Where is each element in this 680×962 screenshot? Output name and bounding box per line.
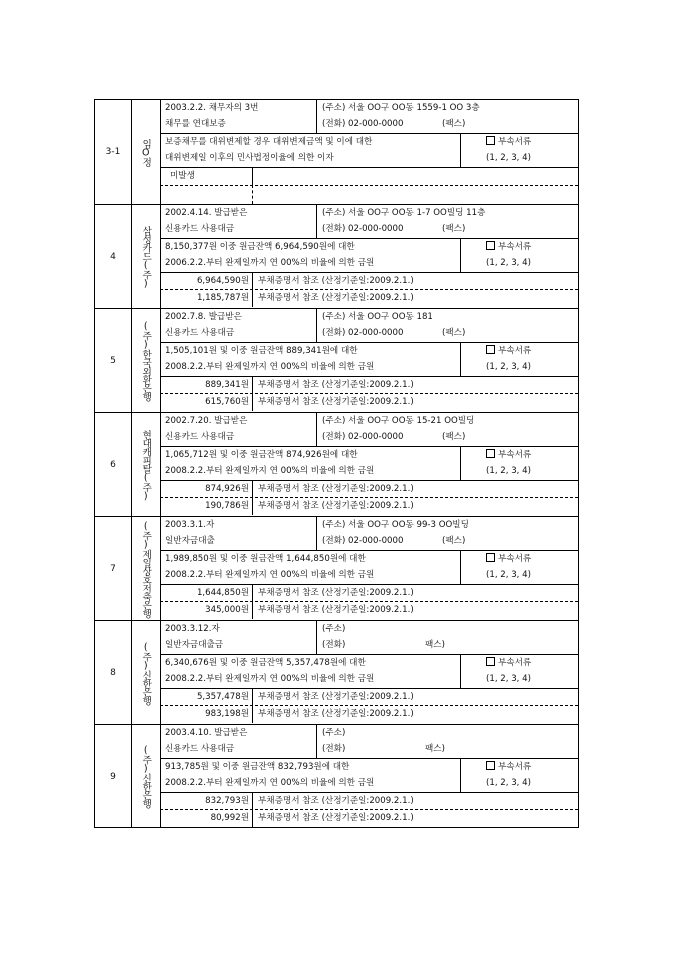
- checkbox-icon[interactable]: [486, 553, 495, 562]
- address-divider: [316, 100, 317, 133]
- phone-text: (전화) 02-000-0000: [322, 536, 404, 546]
- phone-text: (전화) 02-000-0000: [322, 224, 404, 234]
- interest-note: 부채증명서 참조 (산정기준일:2009.2.1.): [258, 397, 414, 407]
- address-text: (주소) 서울 OO구 OO동 1559-1 OO 3층: [322, 103, 480, 113]
- docs-divider: [460, 759, 461, 792]
- checkbox-icon[interactable]: [486, 761, 495, 770]
- fax-text: 팩스): [425, 640, 445, 650]
- fax-text: (팩스): [442, 224, 466, 234]
- address-divider: [316, 517, 317, 550]
- fax-text: (팩스): [442, 536, 466, 546]
- claim-row: [160, 655, 578, 689]
- claim-row: [160, 759, 578, 793]
- interest-amount: 190,786원: [205, 501, 249, 511]
- attached-docs-list: (1, 2, 3, 4): [486, 570, 531, 580]
- cause-address-row: [160, 205, 578, 239]
- attached-docs-list: (1, 2, 3, 4): [486, 466, 531, 476]
- creditor-entry: [95, 516, 578, 621]
- entry-number: 7: [95, 517, 132, 621]
- amount-divider: [252, 602, 253, 619]
- principal-amount: 832,793원: [205, 796, 249, 806]
- docs-divider: [460, 239, 461, 272]
- interest-note: 부채증명서 참조 (산정기준일:2009.2.1.): [258, 813, 414, 823]
- claim-line-1: 1,065,712원 및 이중 원금잔액 874,926원에 대한: [165, 450, 358, 460]
- principal-row: [160, 689, 578, 706]
- creditor-list-table: [94, 99, 579, 828]
- claim-row: [160, 134, 578, 168]
- claim-line-1: 보증채무를 대위변제할 경우 대위변제금액 및 이에 대한: [165, 137, 373, 147]
- claim-line-2: 2008.2.2.부터 완제일까지 연 00%의 비율에 의한 금원: [165, 466, 375, 476]
- interest-amount: 345,000원: [205, 605, 249, 615]
- interest-note: 부채증명서 참조 (산정기준일:2009.2.1.): [258, 501, 414, 511]
- cause-line-2: 채무를 연대보증: [165, 119, 226, 129]
- claim-line-2: 2008.2.2.부터 완제일까지 연 00%의 비율에 의한 금원: [165, 674, 375, 684]
- fax-text: (팩스): [442, 328, 466, 338]
- cause-address-row: [160, 309, 578, 343]
- address-text: (주소) 서울 OO구 OO동 1-7 OO빌딩 11층: [322, 208, 486, 218]
- principal-note: 부채증명서 참조 (산정기준일:2009.2.1.): [258, 692, 414, 702]
- attached-docs-label: 부속서류: [486, 447, 531, 464]
- claim-row: [160, 447, 578, 481]
- memo-text: 미발생: [170, 171, 195, 181]
- cause-address-row: [160, 725, 578, 759]
- checkbox-icon[interactable]: [486, 241, 495, 250]
- principal-row: [160, 585, 578, 602]
- claim-line-2: 2008.2.2.부터 완제일까지 연 00%의 비율에 의한 금원: [165, 362, 375, 372]
- checkbox-icon[interactable]: [486, 136, 495, 145]
- cause-address-row: [160, 517, 578, 551]
- amount-divider: [252, 498, 253, 515]
- creditor-name: (주)제일상호저축은행: [131, 517, 161, 621]
- creditor-entry: [95, 100, 578, 204]
- phone-text: (전화): [322, 744, 346, 754]
- amount-divider: [252, 290, 253, 307]
- phone-text: (전화) 02-000-0000: [322, 119, 404, 129]
- amount-divider: [252, 810, 253, 827]
- interest-note: 부채증명서 참조 (산정기준일:2009.2.1.): [258, 293, 414, 303]
- principal-note: 부채증명서 참조 (산정기준일:2009.2.1.): [258, 796, 414, 806]
- creditor-name: (주)신한은행: [131, 725, 161, 828]
- principal-note: 부채증명서 참조 (산정기준일:2009.2.1.): [258, 484, 414, 494]
- claim-line-1: 6,340,676원 및 이중 원금잔액 5,357,478원에 대한: [165, 658, 366, 668]
- docs-divider: [460, 134, 461, 167]
- creditor-name: (주)한국외환은행: [131, 309, 161, 413]
- creditor-entry: [95, 724, 578, 828]
- principal-row: [160, 793, 578, 810]
- claim-line-2: 2006.2.2.부터 완제일까지 연 00%의 비율에 의한 금원: [165, 258, 375, 268]
- claim-line-1: 1,505,101원 및 이중 원금잔액 889,341원에 대한: [165, 346, 358, 356]
- cause-line-2: 신용카드 사용대금: [165, 744, 235, 754]
- principal-row: [160, 377, 578, 394]
- entry-number: 5: [95, 309, 132, 413]
- attached-docs-list: (1, 2, 3, 4): [486, 153, 531, 163]
- claim-row: [160, 239, 578, 273]
- creditor-name: (주)신한은행: [131, 621, 161, 725]
- interest-row: [160, 706, 578, 723]
- interest-note: 부채증명서 참조 (산정기준일:2009.2.1.): [258, 709, 414, 719]
- creditor-entry: [95, 412, 578, 517]
- principal-note: 부채증명서 참조 (산정기준일:2009.2.1.): [258, 588, 414, 598]
- memo-divider: [252, 168, 253, 185]
- claim-line-1: 8,150,377원 이중 원금잔액 6,964,590원에 대한: [165, 242, 355, 252]
- claim-line-2: 2008.2.2.부터 완제일까지 연 00%의 비율에 의한 금원: [165, 570, 375, 580]
- claim-row: [160, 551, 578, 585]
- amount-divider: [252, 585, 253, 601]
- attached-docs-label: 부속서류: [486, 655, 531, 672]
- interest-row: [160, 602, 578, 619]
- principal-row: [160, 481, 578, 498]
- cause-address-row: [160, 621, 578, 655]
- amount-divider: [252, 377, 253, 393]
- address-text: (주소): [322, 728, 346, 738]
- entry-number: 6: [95, 413, 132, 517]
- creditor-name: 삼성카드(주): [131, 205, 161, 309]
- attached-docs-label: 부속서류: [486, 239, 531, 256]
- cause-line-1: 2002.7.20. 발급받은: [165, 416, 248, 426]
- interest-row: [160, 498, 578, 515]
- claim-line-1: 913,785원 및 이중 원금잔액 832,793원에 대한: [165, 762, 350, 772]
- creditor-entry: [95, 204, 578, 309]
- principal-note: 부채증명서 참조 (산정기준일:2009.2.1.): [258, 276, 414, 286]
- amount-divider: [252, 481, 253, 497]
- attached-docs-list: (1, 2, 3, 4): [486, 778, 531, 788]
- phone-text: (전화) 02-000-0000: [322, 328, 404, 338]
- cause-line-1: 2002.7.8. 발급받은: [165, 312, 242, 322]
- address-text: (주소): [322, 624, 346, 634]
- attached-docs-list: (1, 2, 3, 4): [486, 362, 531, 372]
- address-text: (주소) 서울 OO구 OO동 181: [322, 312, 433, 322]
- entry-number: 9: [95, 725, 132, 828]
- interest-row: [160, 290, 578, 307]
- entry-number: 3-1: [95, 100, 132, 204]
- interest-note: 부채증명서 참조 (산정기준일:2009.2.1.): [258, 605, 414, 615]
- amount-divider: [252, 689, 253, 705]
- fax-text: (팩스): [442, 119, 466, 129]
- interest-amount: 983,198원: [205, 709, 249, 719]
- entry-number: 4: [95, 205, 132, 309]
- attached-docs-list: (1, 2, 3, 4): [486, 674, 531, 684]
- checkbox-icon[interactable]: [486, 345, 495, 354]
- cause-line-1: 2002.4.14. 발급받은: [165, 208, 248, 218]
- docs-divider: [460, 447, 461, 480]
- memo-row: [160, 168, 578, 204]
- claim-line-1: 1,989,850원 및 이중 원금잔액 1,644,850원에 대한: [165, 554, 366, 564]
- cause-line-2: 일반자금대출: [165, 536, 215, 546]
- cause-line-2: 일반자금대출금: [165, 640, 224, 650]
- interest-amount: 80,992원: [210, 813, 249, 823]
- cause-line-1: 2003.3.12.자: [165, 624, 220, 634]
- attached-docs-list: (1, 2, 3, 4): [486, 258, 531, 268]
- memo-divider-lower: [252, 185, 253, 204]
- address-divider: [316, 725, 317, 758]
- address-divider: [316, 413, 317, 446]
- interest-amount: 615,760원: [205, 397, 249, 407]
- docs-divider: [460, 343, 461, 376]
- creditor-entry: [95, 620, 578, 725]
- claim-line-2: 2008.2.2.부터 완제일까지 연 00%의 비율에 의한 금원: [165, 778, 375, 788]
- interest-row: [160, 394, 578, 411]
- cause-line-1: 2003.4.10. 발급받은: [165, 728, 248, 738]
- phone-text: (전화): [322, 640, 346, 650]
- amount-divider: [252, 706, 253, 723]
- attached-docs-label: 부속서류: [486, 134, 531, 151]
- address-divider: [316, 621, 317, 654]
- principal-amount: 6,964,590원: [196, 276, 249, 286]
- fax-text: 팩스): [425, 744, 445, 754]
- address-divider: [316, 205, 317, 238]
- address-text: (주소) 서울 OO구 OO동 15-21 OO빌딩: [322, 416, 475, 426]
- attached-docs-label: 부속서류: [486, 759, 531, 776]
- principal-amount: 889,341원: [205, 380, 249, 390]
- phone-text: (전화) 02-000-0000: [322, 432, 404, 442]
- amount-divider: [252, 273, 253, 289]
- cause-line-2: 신용카드 사용대금: [165, 224, 235, 234]
- principal-amount: 5,357,478원: [196, 692, 249, 702]
- cause-line-2: 신용카드 사용대금: [165, 432, 235, 442]
- cause-line-2: 신용카드 사용대금: [165, 328, 235, 338]
- amount-divider: [252, 394, 253, 411]
- interest-amount: 1,185,787원: [196, 293, 249, 303]
- principal-amount: 1,644,850원: [196, 588, 249, 598]
- claim-line-2: 대위변제일 이후의 민사법정이율에 의한 이자: [165, 153, 334, 163]
- cause-line-1: 2003.2.2. 채무자의 3번: [165, 103, 259, 113]
- cause-address-row: [160, 413, 578, 447]
- address-text: (주소) 서울 OO구 OO동 99-3 OO빌딩: [322, 520, 469, 530]
- principal-row: [160, 273, 578, 290]
- claim-row: [160, 343, 578, 377]
- docs-divider: [460, 655, 461, 688]
- docs-divider: [460, 551, 461, 584]
- creditor-name: 임O정: [131, 100, 161, 204]
- principal-note: 부채증명서 참조 (산정기준일:2009.2.1.): [258, 380, 414, 390]
- amount-divider: [252, 793, 253, 809]
- checkbox-icon[interactable]: [486, 657, 495, 666]
- entry-number: 8: [95, 621, 132, 725]
- principal-amount: 874,926원: [205, 484, 249, 494]
- creditor-name: 현대캐피탈(주): [131, 413, 161, 517]
- creditor-entry: [95, 308, 578, 413]
- attached-docs-label: 부속서류: [486, 343, 531, 360]
- fax-text: (팩스): [442, 432, 466, 442]
- interest-row: [160, 810, 578, 827]
- cause-address-row: [160, 100, 578, 134]
- checkbox-icon[interactable]: [486, 449, 495, 458]
- attached-docs-label: 부속서류: [486, 551, 531, 568]
- cause-line-1: 2003.3.1.자: [165, 520, 215, 530]
- address-divider: [316, 309, 317, 342]
